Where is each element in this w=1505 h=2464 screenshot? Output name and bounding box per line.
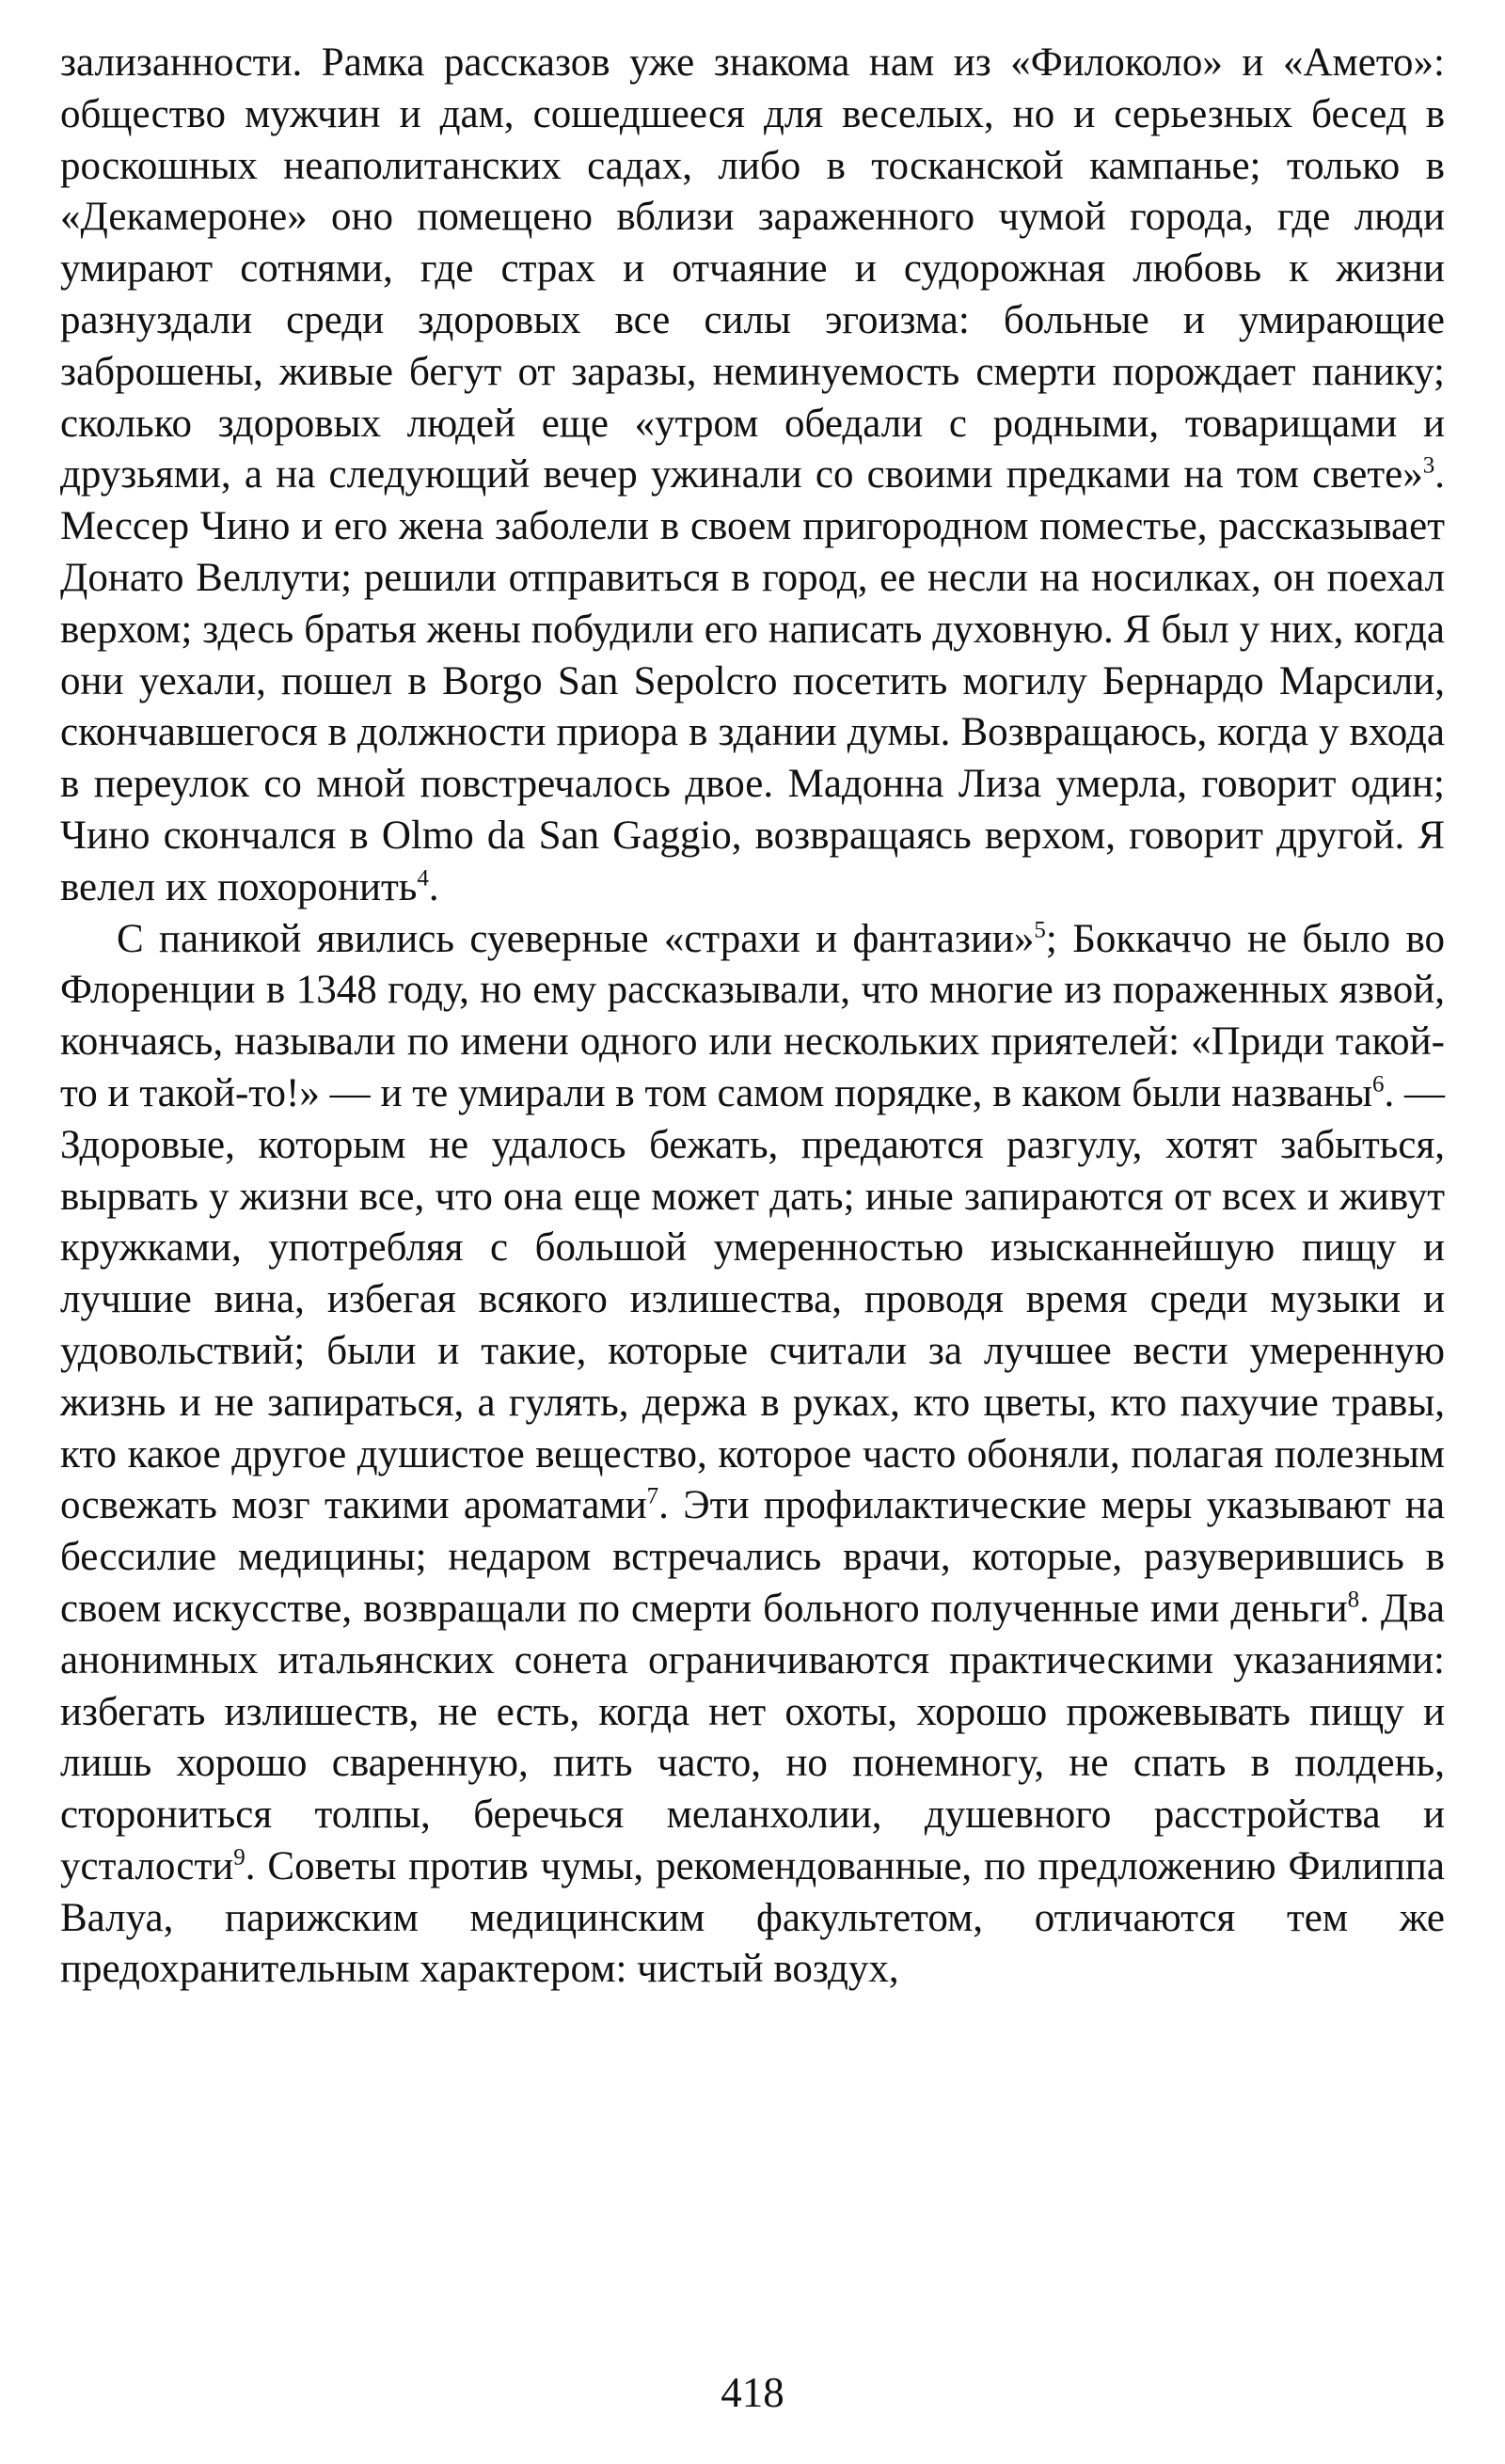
page-number: 418 xyxy=(721,2369,784,2416)
text-run: . Эти профилактические меры указывают на бессилие медицины; недаром встречались врачи, которые, разуверившись в своем искусстве, возвращали по смерти больного полученные ими деньги xyxy=(60,1483,1445,1631)
footnote-ref-4[interactable]: 4 xyxy=(417,865,429,892)
text-run: . Мессер Чино и его жена заболели в своем пригородном поместье, рассказывает Донато Веллути; решили отправиться в город, ее несли на носилках, он поехал верхом; здесь братья жены побудили его написать духовную. Я был у них, когда они уехали, пошел в Borgo San Sepolcro посетить могилу Бернардо Марсили, скончавшегося в должности приора в здании думы. Возвращаюсь, когда у входа в переулок со мной повстречалось двое. Мадонна Лиза умерла, говорит один; Чино скончался в Olmo da San Gaggio, возвращаясь верхом, говорит другой. Я велел их похоронить xyxy=(60,452,1445,909)
text-run: зализанности. Рамка рассказов уже знакома нам из «Филоколо» и «Амето»: общество мужчин и дам, сошедшееся для веселых, но и серьезных бесед в роскошных неаполитанских садах, либо в тосканской кампанье; только в «Декамероне» оно помещено вблизи зараженного чумой города, где люди умирают сотнями, где страх и отчаяние и судорожная любовь к жизни разнуздали среди здоровых все силы эгоизма: больные и умирающие заброшены, живые бегут от заразы, неминуемость смерти порождает панику; сколько здоровых людей еще «утром обедали с родными, товарищами и друзьями, а на следующий вечер ужинали со своими предками на том свете» xyxy=(60,40,1445,498)
text-run: С паникой явились суеверные «страхи и фантазии» xyxy=(117,916,1035,961)
page-body xyxy=(60,38,1445,1996)
footnote-ref-7[interactable]: 7 xyxy=(646,1483,659,1509)
text-run: . — Здоровые, которым не удалось бежать, предаются разгулу, хотят забыться, вырвать у жизни все, что она еще может дать; иные запираются от всех и живут кружками, употребляя с большой умеренностью изысканнейшую пищу и лучшие вина, избегая всякого излишества, проводя время среди музыки и удовольствий; были и такие, которые считали за лучшее вести умеренную жизнь и не запираться, а гулять, держа в руках, кто цветы, кто пахучие травы, кто какое другое душистое вещество, которое часто обоняли, полагая полезным освежать мозг такими ароматами xyxy=(60,1070,1446,1528)
footnote-ref-6[interactable]: 6 xyxy=(1371,1071,1385,1098)
footnote-ref-5[interactable]: 5 xyxy=(1034,917,1046,943)
footnote-ref-3[interactable]: 3 xyxy=(1422,453,1435,480)
text-run: . xyxy=(428,864,439,909)
text-run: ; Боккаччо не было во Флоренции в 1348 году, но ему рассказывали, что многие из пораженных язвой, кончаясь, называли по имени одного или нескольких приятелей: «Приди такой-то и такой-то!» — и те умирали в том самом порядке, в каком были названы xyxy=(60,916,1446,1115)
footnote-ref-8[interactable]: 8 xyxy=(1347,1587,1360,1613)
text-run: . Советы против чумы, рекомендованные, по предложению Филиппа Валуа, парижским медицинским факультетом, отличаются тем же предохранительным характером: чистый воздух, xyxy=(60,1843,1445,1992)
paragraph-2 xyxy=(60,914,1445,1997)
text-run: . Два анонимных итальянских сонета ограничиваются практическими указаниями: избегать излишеств, не есть, когда нет охоты, хорошо прожевывать пищу и лишь хорошо сваренную, пить часто, но понемногу, не спать в полдень, сторониться толпы, беречься меланхолии, душевного расстройства и усталости xyxy=(60,1586,1445,1888)
footnote-ref-9[interactable]: 9 xyxy=(233,1844,246,1871)
paragraph-1 xyxy=(60,38,1445,914)
